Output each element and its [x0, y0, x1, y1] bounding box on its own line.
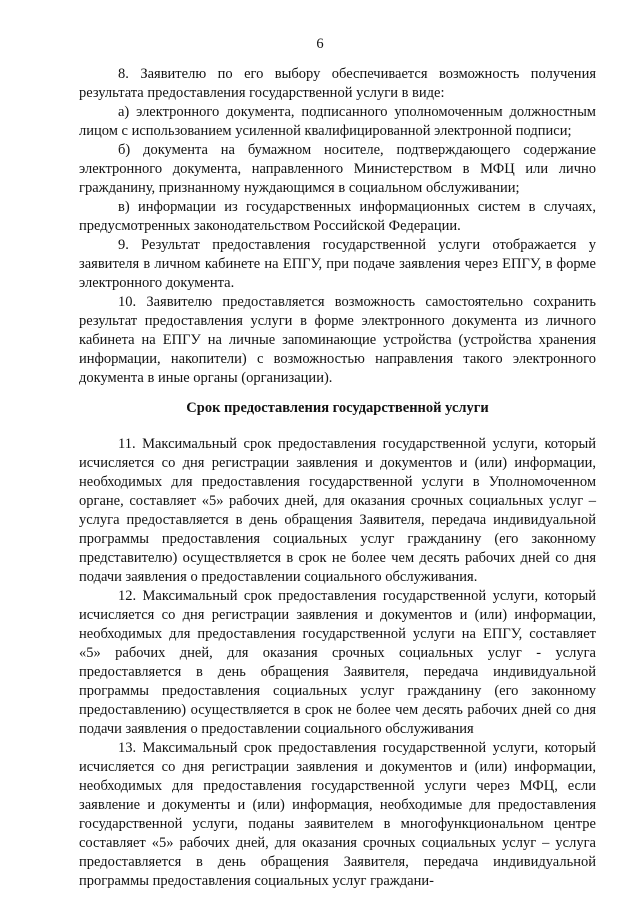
section-heading: Срок предоставления государственной услуги — [186, 400, 489, 416]
paragraph-13: 13. Максимальный срок предоставления государственной услуги, который исчисляется со дня регистрации заявления и документов и (или) информации, необходимых для предоставления государственной услуги через МФЦ, если заявление и документы и (или) информация, необходимые для предоставления государственной услуги, поданы заявителем в многофункциональном центре составляет «5» рабочих дней, для оказания срочных социальных услуг – услуга предоставляется в день обращения Заявителя, передача индивидуальной программы предоставления социальных услуг граждани- — [79, 740, 596, 889]
section-result-forms — [79, 65, 596, 388]
paragraph-9: 9. Результат предоставления государственной услуги отображается у заявителя в личном кабинете на ЕПГУ, при подаче заявления через ЕПГУ, в форме электронного документа. — [79, 237, 596, 291]
paragraph-12: 12. Максимальный срок предоставления государственной услуги, который исчисляется со дня регистрации заявления и документов и (или) информации, необходимых для предоставления государственной услуги на ЕПГУ, составляет «5» рабочих дней, для оказания срочных социальных услуг - услуга предоставляется в день обращения Заявителя, передача индивидуальной программы предоставления социальных услуг гражданину (его законному предоставлению) осуществляется в срок не более чем десять рабочих дней со дня подачи заявления о предоставлении социального обслуживания — [79, 588, 596, 737]
paragraph-8a: а) электронного документа, подписанного уполномоченным должностным лицом с использованием усиленной квалифицированной электронной подписи; — [79, 104, 596, 139]
paragraph-11: 11. Максимальный срок предоставления государственной услуги, который исчисляется со дня регистрации заявления и документов и (или) информации, необходимых для предоставления государственной услуги в Уполномоченном органе, составляет «5» рабочих дней, для оказания срочных социальных услуг – услуга предоставляется в день обращения Заявителя, передача индивидуальной программы предоставления социальных услуг гражданину (его законному представителю) осуществляется в срок не более чем десять рабочих дней со дня подачи заявления о предоставлении социального обслуживания. — [79, 436, 596, 585]
page-number: 6 — [316, 36, 324, 52]
paragraph-8b: б) документа на бумажном носителе, подтверждающего содержание электронного документа, направленного Министерством в МФЦ или лично гражданину, признанному нуждающимся в социальном обслуживании; — [79, 142, 596, 196]
section-service-terms — [79, 435, 596, 891]
paragraph-10: 10. Заявителю предоставляется возможность самостоятельно сохранить результат предоставления услуги в форме электронного документа из личного кабинета на ЕПГУ на личные запоминающие устройства (устройства хранения информации, накопители) с возможностью направления такого электронного документа в иные органы (организации). — [79, 294, 596, 386]
paragraph-8: 8. Заявителю по его выбору обеспечивается возможность получения результата предоставления государственной услуги в виде: — [79, 66, 596, 101]
paragraph-8c: в) информации из государственных информационных систем в случаях, предусмотренных законодательством Российской Федерации. — [79, 199, 596, 234]
